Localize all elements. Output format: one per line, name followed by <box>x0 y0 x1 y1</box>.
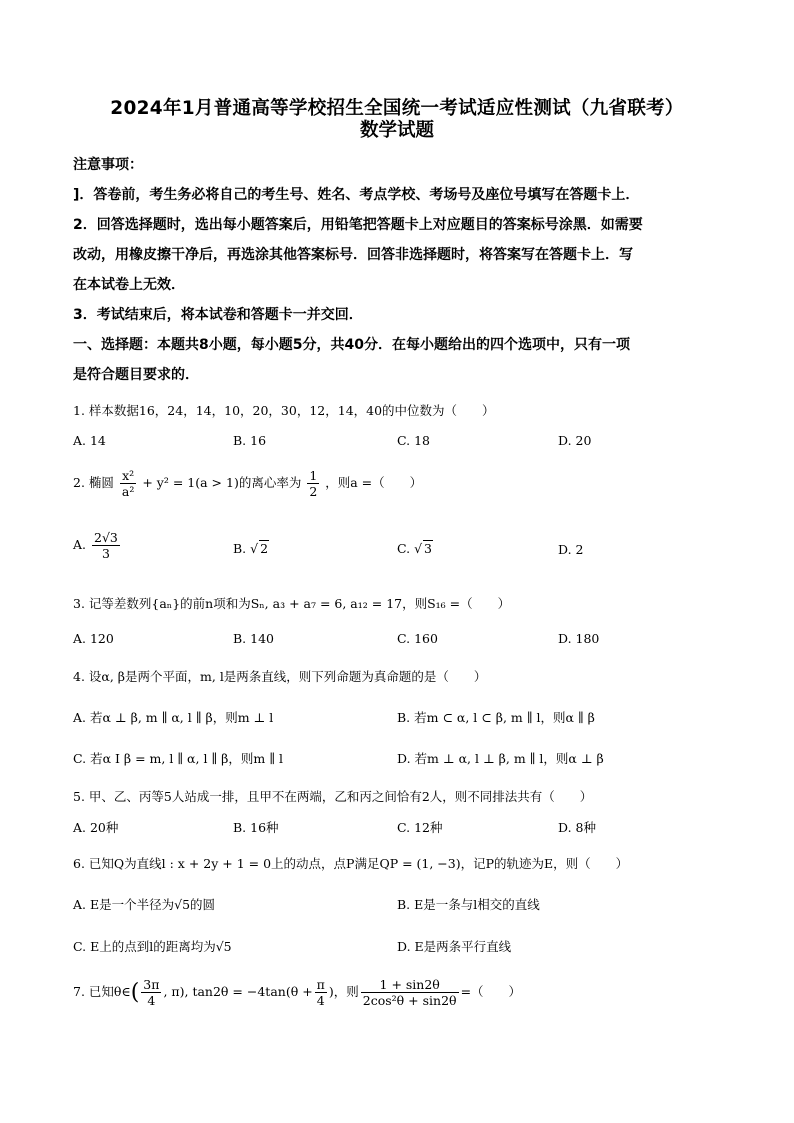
note-line: 改动，用橡皮擦干净后，再选涂其他答案标号．回答非选择题时，将答案写在答题卡上．写 <box>73 247 633 263</box>
q2-half-num: 1 <box>309 468 318 483</box>
q7-frac-a-den: 4 <box>147 993 156 1008</box>
option-c-label: C. <box>397 541 411 556</box>
option-d: D. E是两条平行直线 <box>397 939 512 954</box>
option-b: B. 16 <box>233 433 267 448</box>
option-a-label: A. <box>73 537 87 552</box>
q7-suffix: =（ ） <box>460 984 522 999</box>
option-a: A. 20种 <box>73 820 119 835</box>
option-c: C. 18 <box>397 433 430 448</box>
note-line: 在本试卷上无效． <box>73 277 185 293</box>
q2-half <box>307 468 319 499</box>
question-7-stem <box>73 977 733 1008</box>
option-c: C. √ 3 <box>397 541 432 556</box>
q7-frac-b <box>315 977 327 1008</box>
option-b: B. E是一条与l相交的直线 <box>397 897 540 912</box>
option-b-label: B. <box>233 541 247 556</box>
option-c: C. 若α I β = m, l ∥ α, l ∥ β，则m ∥ l <box>73 751 283 766</box>
q7-frac-c-den: 2cos²θ + sin2θ <box>362 993 457 1008</box>
question-5-stem: 5. 甲、乙、丙等5人站成一排，且甲不在两端，乙和丙之间恰有2人，则不同排法共有（ ） <box>73 789 593 804</box>
q2-frac-num: x² <box>120 468 136 484</box>
q7-mid2: )，则 <box>328 984 359 999</box>
option-c: C. E上的点到l的距离均为√5 <box>73 939 232 954</box>
option-c: C. 12种 <box>397 820 443 835</box>
exam-subtitle: 数学试题 <box>359 120 434 141</box>
option-b: B. 16种 <box>233 820 279 835</box>
q7-frac-b-den: 4 <box>316 993 325 1008</box>
question-2-stem <box>73 468 733 499</box>
q7-frac-a <box>141 977 161 1008</box>
q7-prefix: 7. 已知θ∈ <box>73 984 131 999</box>
q2-frac-den: a² <box>121 484 135 499</box>
option-a-num: 2√3 <box>94 530 118 545</box>
option-b: B. 若m ⊂ α, l ⊂ β, m ∥ l，则α ∥ β <box>397 710 595 725</box>
option-b-radicand: 2 <box>260 541 269 556</box>
q2-prefix: 2. 椭圆 <box>73 475 114 490</box>
option-d: D. 8种 <box>558 820 596 835</box>
note-line: 2．回答选择题时，选出每小题答案后，用铅笔把答题卡上对应题目的答案标号涂黑．如需要 <box>73 217 643 233</box>
note-line: ]．答卷前，考生务必将自己的考生号、姓名、考点学校、考场号及座位号填写在答题卡上． <box>73 187 640 203</box>
option-c-radicand: 3 <box>424 541 432 556</box>
option-d: D. 180 <box>558 631 600 646</box>
q2-fraction <box>120 468 136 499</box>
option-c: C. 160 <box>397 631 438 646</box>
q7-open-paren: ( <box>130 980 140 1005</box>
q2-mid: + y² = 1(a > 1)的离心率为 <box>142 475 302 490</box>
notes-block <box>73 150 733 390</box>
option-a: A. 14 <box>73 433 106 448</box>
note-line: 3．考试结束后，将本试卷和答题卡一并交回． <box>73 307 363 323</box>
q7-frac-c <box>361 977 459 1008</box>
question-1-stem: 1. 样本数据16，24，14，10，20，30，12，14，40的中位数为（ ） <box>73 403 495 418</box>
question-6-stem: 6. 已知Q为直线l : x + 2y + 1 = 0上的动点，点P满足QP = (1, −3)，记P的轨迹为E，则（ ） <box>73 856 629 871</box>
q7-frac-c-num: 1 + sin2θ <box>361 977 459 993</box>
q2-half-den: 2 <box>309 484 318 499</box>
option-d: D. 20 <box>558 433 592 448</box>
option-d: D. 2 <box>558 542 584 557</box>
q7-mid: , π), tan2θ = −4tan(θ + <box>163 984 313 999</box>
option-a-fraction <box>92 530 120 561</box>
option-a: A. E是一个半径为√5的圆 <box>73 897 216 912</box>
section-heading-cont: 是符合题目要求的． <box>73 367 199 383</box>
q7-frac-b-num: π <box>316 977 325 992</box>
question-4-stem: 4. 设α, β是两个平面，m, l是两条直线，则下列命题为真命题的是（ ） <box>73 669 487 684</box>
q7-frac-a-num: 3π <box>143 977 160 992</box>
question-3-stem: 3. 记等差数列{aₙ}的前n项和为Sₙ, a₃ + a₇ = 6, a₁₂ = 17，则S₁₆ =（ ） <box>73 596 511 611</box>
section-heading: 一、选择题：本题共8小题，每小题5分，共40分．在每小题给出的四个选项中，只有一项 <box>73 337 630 353</box>
option-b: B. √ 2 <box>233 541 269 556</box>
option-a: A. 120 <box>73 631 114 646</box>
q2-suffix: ，则a =（ ） <box>325 475 423 490</box>
option-b: B. 140 <box>233 631 274 646</box>
option-d: D. 若m ⊥ α, l ⊥ β, m ∥ l，则α ⊥ β <box>397 751 604 766</box>
option-a: A. 若α ⊥ β, m ∥ α, l ∥ β，则m ⊥ l <box>73 710 274 725</box>
option-a-den: 3 <box>101 546 110 561</box>
notes-heading: 注意事项： <box>73 157 143 173</box>
exam-title: 2024年1月普通高等学校招生全国统一考试适应性测试（九省联考） <box>110 98 684 119</box>
option-a <box>73 530 122 561</box>
